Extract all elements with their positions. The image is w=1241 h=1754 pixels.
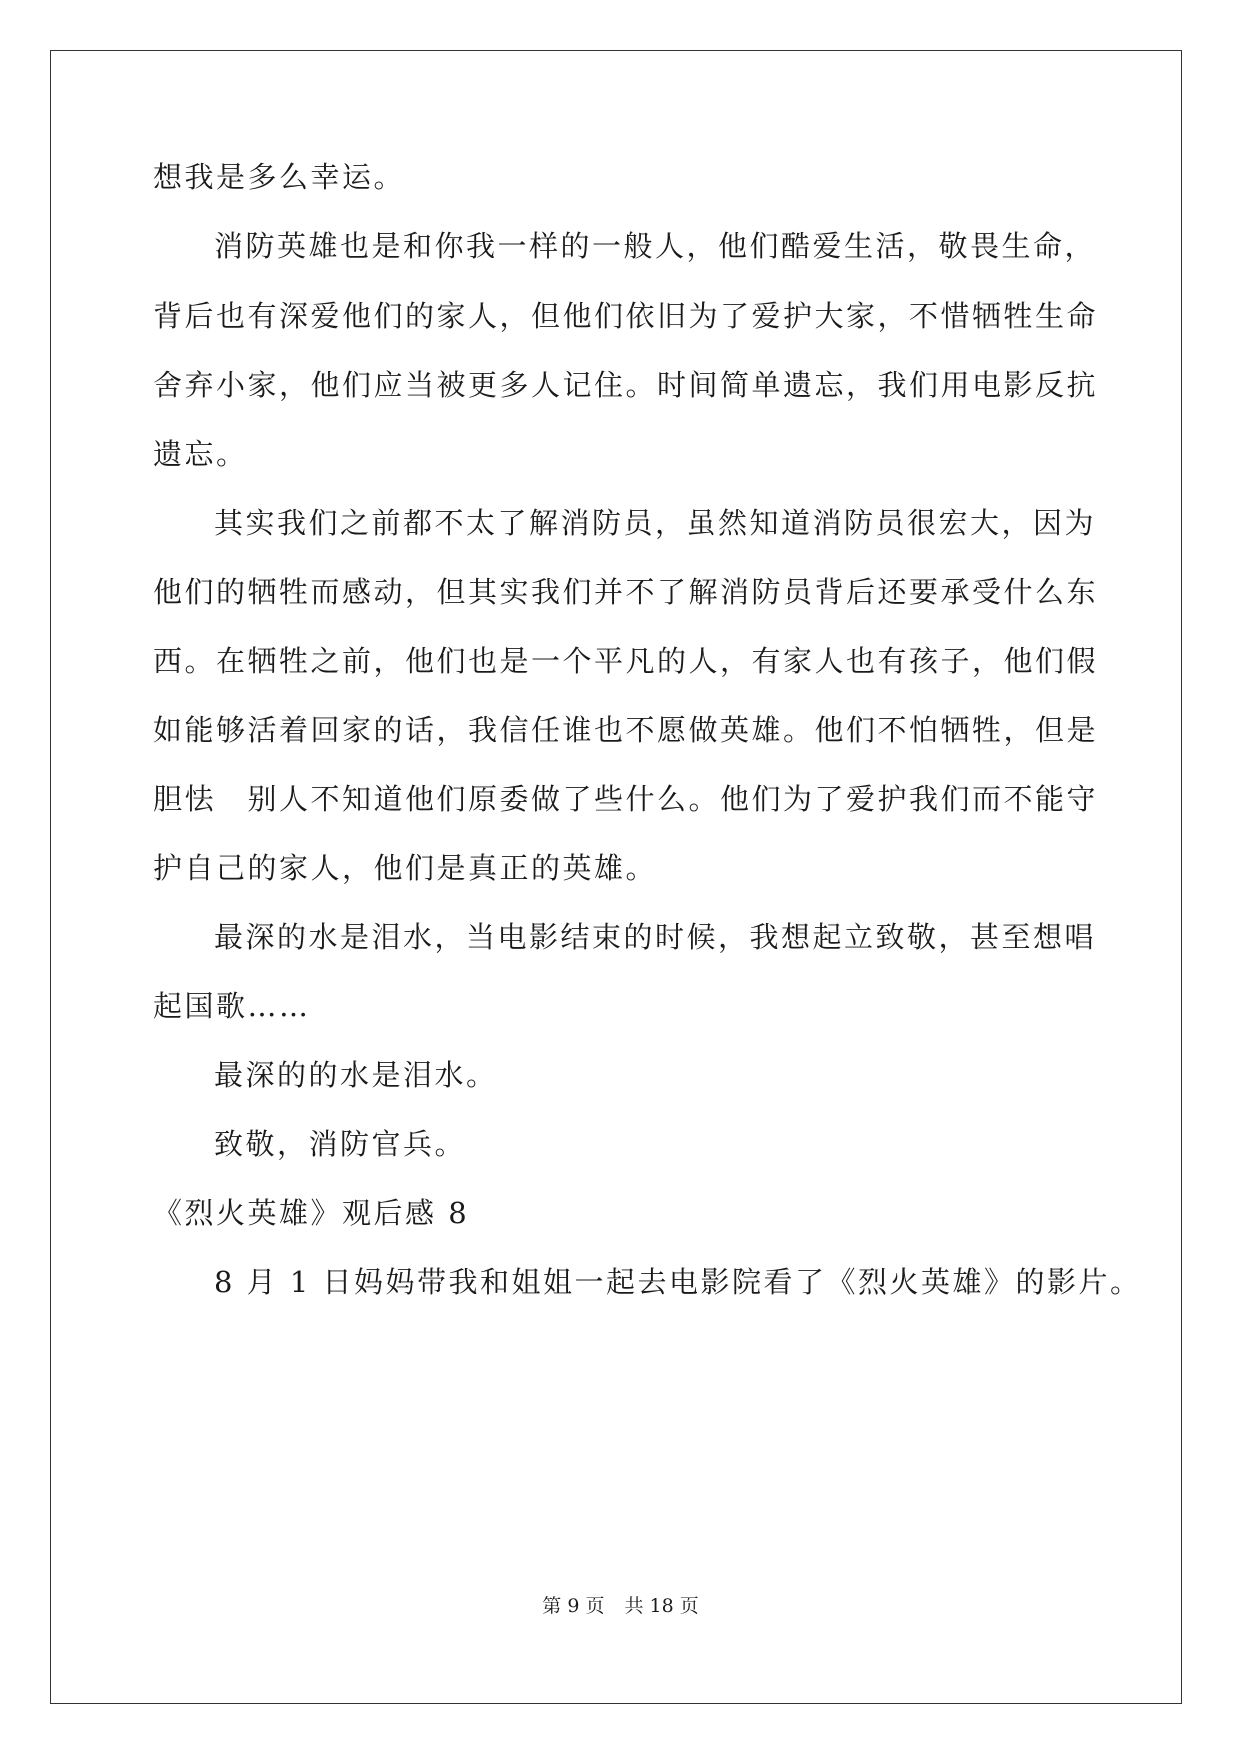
body-line: 遗忘。 [153,437,248,471]
page-total: 共 18 页 [624,1595,699,1617]
body-line: 胆怯 别人不知道他们原委做了些什么。他们为了爱护我们而不能守 [153,782,1099,816]
paragraph-start: 致敬，消防官兵。 [214,1127,467,1161]
body-line: 西。在牺牲之前，他们也是一个平凡的人，有家人也有孩子，他们假 [153,644,1099,678]
paragraph-start: 8 月 1 日妈妈带我和姐姐一起去电影院看了《烈火英雄》的影片。 [214,1265,1142,1299]
paragraph-start: 其实我们之前都不太了解消防员，虽然知道消防员很宏大，因为 [214,506,1097,540]
page-footer [0,1594,1241,1618]
body-line: 他们的牺牲而感动，但其实我们并不了解消防员背后还要承受什么东 [153,575,1099,609]
body-line: 背后也有深爱他们的家人，但他们依旧为了爱护大家，不惜牺牲生命 [153,299,1099,333]
paragraph-start: 最深的的水是泪水。 [214,1058,498,1092]
page-number: 第 9 页 [542,1595,605,1617]
paragraph-start: 最深的水是泪水，当电影结束的时候，我想起立致敬，甚至想唱 [214,920,1097,954]
body-line: 舍弃小家，他们应当被更多人记住。时间简单遗忘，我们用电影反抗 [153,368,1099,402]
body-line: 护自己的家人，他们是真正的英雄。 [153,851,658,885]
body-line: 想我是多么幸运。 [153,160,406,194]
section-heading: 《烈火英雄》观后感 8 [153,1196,470,1230]
body-line: 起国歌…… [153,989,311,1023]
paragraph-start: 消防英雄也是和你我一样的一般人，他们酷爱生活，敬畏生命， [214,229,1097,263]
body-line: 如能够活着回家的话，我信任谁也不愿做英雄。他们不怕牺牲，但是 [153,713,1099,747]
